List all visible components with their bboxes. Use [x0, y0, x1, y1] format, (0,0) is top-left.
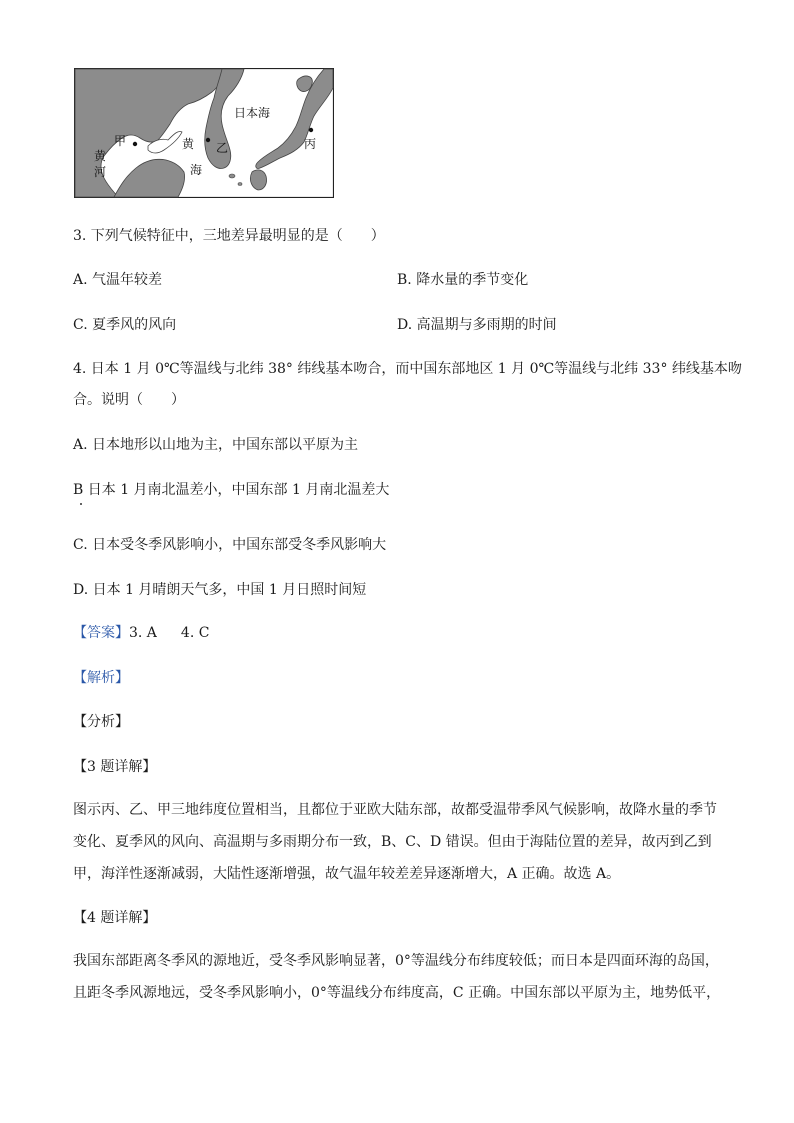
label-huang-sea-1: 黄: [182, 137, 195, 151]
label-huanghe-2: 河: [94, 165, 107, 179]
q3-option-d: D. 高温期与多雨期的时间: [397, 317, 557, 333]
point-bing: [309, 128, 313, 132]
map-figure: [74, 68, 334, 198]
label-huanghe-1: 黄: [94, 149, 107, 163]
detail-4-text: 我国东部距离冬季风的源地近，受冬季风影响显著，0°等温线分布纬度较低；而日本是四面环海的岛国，且距冬季风源地远，受冬季风影响小，0°等温线分布纬度高，C 正确。中国东部以平原为主，地势低平，: [73, 953, 721, 1001]
heading-fenxi: 【分析】: [73, 714, 129, 730]
island: [238, 183, 242, 186]
q4-option-c: C. 日本受冬季风影响小，中国东部受冬季风影响大: [73, 537, 387, 553]
q3-stem: 3. 下列气候特征中，三地差异最明显的是（ ）: [73, 228, 385, 244]
label-yi: 乙: [216, 141, 229, 155]
label-bing: 丙: [304, 137, 317, 151]
answer-line: [73, 623, 209, 643]
point-yi: [206, 138, 210, 142]
answer-3: 3. A: [129, 625, 157, 641]
point-jia: [133, 142, 137, 146]
label-jia: 甲: [114, 134, 127, 148]
q4-option-b: B 日本 1 月南北温差小，中国东部 1 月南北温差大: [73, 482, 390, 498]
q4-option-d: D. 日本 1 月晴朗天气多，中国 1 月日照时间短: [73, 582, 367, 598]
heading-detail-4: 【4 题详解】: [73, 910, 157, 926]
q4-option-a: A. 日本地形以山地为主，中国东部以平原为主: [73, 437, 359, 453]
q3-option-b: B. 降水量的季节变化: [397, 272, 529, 288]
q4-stem-line2: 合。说明（ ）: [73, 392, 185, 408]
heading-detail-3: 【3 题详解】: [73, 759, 157, 775]
q4-stem-line1: 4. 日本 1 月 0℃等温线与北纬 38° 纬线基本吻合，而中国东部地区 1 月 0℃等温线与北纬 33° 纬线基本吻: [73, 361, 742, 377]
label-huang-sea-2: 海: [190, 163, 203, 177]
label-sea-of-japan: 日本海: [234, 106, 271, 120]
heading-jiexi: 【解析】: [73, 670, 129, 686]
stray-dot: [80, 503, 82, 505]
island: [229, 174, 235, 178]
q3-option-a: A. 气温年较差: [73, 272, 163, 288]
q3-option-c: C. 夏季风的风向: [73, 317, 177, 333]
answer-label: 【答案】: [73, 625, 129, 641]
detail-3-text: 图示丙、乙、甲三地纬度位置相当，且都位于亚欧大陆东部，故都受温带季风气候影响，故降水量的季节变化、夏季风的风向、高温期与多雨期分布一致，B、C、D 错误。但由于海陆位置的差异，故丙到乙到甲，海洋性逐渐减弱，大陆性逐渐增强，故气温年较差差异逐渐增大，A 正确。故选 A。: [73, 802, 717, 882]
answer-4: 4. C: [180, 625, 210, 641]
